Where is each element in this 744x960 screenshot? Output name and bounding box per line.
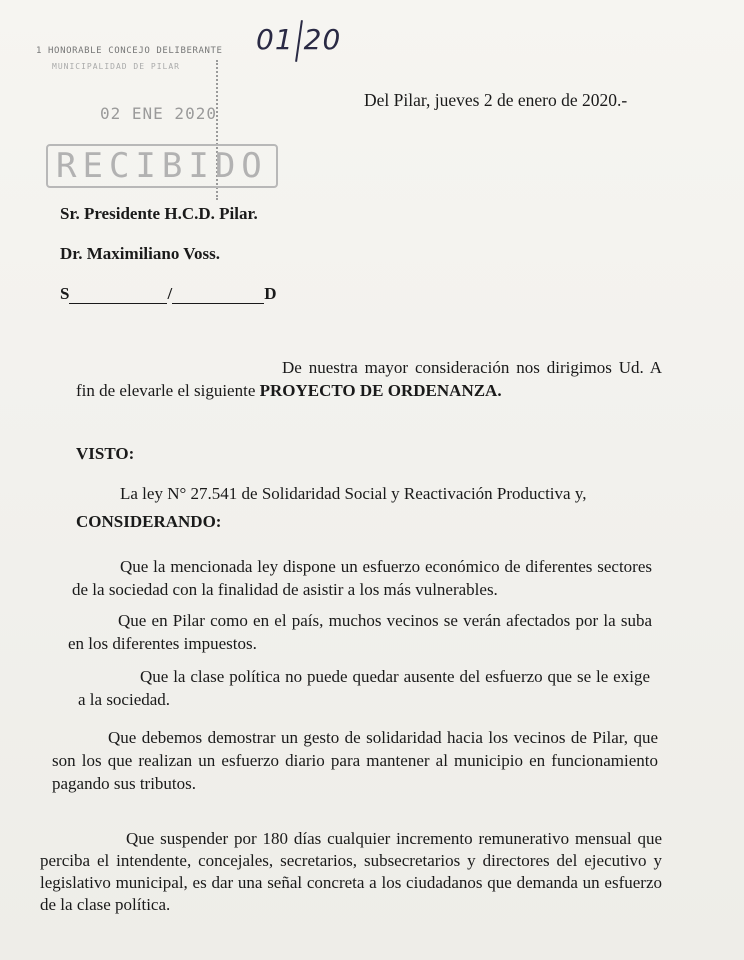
considerando-paragraph-2 xyxy=(68,609,652,655)
sd-blank-1 xyxy=(69,285,167,304)
file-number-right: 20 xyxy=(303,23,342,56)
addressee-line-1: Sr. Presidente H.C.D. Pilar. xyxy=(60,204,258,223)
sd-slash: / xyxy=(167,284,173,303)
considerando-paragraph-4 xyxy=(52,726,658,795)
sd-d: D xyxy=(264,284,277,303)
visto-heading: VISTO: xyxy=(76,444,135,463)
intro-text: De nuestra mayor consideración nos dirigimos Ud. A fin de elevarle el siguiente xyxy=(76,358,662,400)
considerando-paragraph-1 xyxy=(72,555,652,601)
paragraph-text: Que la clase política no puede quedar ausente del esfuerzo que se le exige a la sociedad. xyxy=(78,667,650,709)
stamp-municipality: MUNICIPALIDAD DE PILAR xyxy=(52,62,180,71)
sd-line xyxy=(60,284,276,304)
intro-paragraph xyxy=(76,356,662,402)
file-number-separator xyxy=(295,20,303,62)
considerando-paragraph-5 xyxy=(40,828,662,916)
file-number-left: 01 xyxy=(256,23,294,56)
addressee-line-2: Dr. Maximiliano Voss. xyxy=(60,244,220,263)
dateline: Del Pilar, jueves 2 de enero de 2020.- xyxy=(364,90,628,110)
sd-blank-2 xyxy=(172,285,264,304)
handwritten-file-number xyxy=(256,20,341,62)
paragraph-text: Que debemos demostrar un gesto de solidaridad hacia los vecinos de Pilar, que son los que realizan un esfuerzo diario para mantener al municipio en funcionamiento pagando sus tributos. xyxy=(52,728,658,793)
paragraph-text: Que en Pilar como en el país, muchos vecinos se verán afectados por la suba en los diferentes impuestos. xyxy=(68,611,652,653)
sd-s: S xyxy=(60,284,70,303)
considerando-heading: CONSIDERANDO: xyxy=(76,512,222,531)
considerando-paragraph-3 xyxy=(78,665,650,711)
visto-text: La ley N° 27.541 de Solidaridad Social y Reactivación Productiva y, xyxy=(120,484,587,503)
stamp-date: 02 ENE 2020 xyxy=(100,104,217,123)
paragraph-text: Que la mencionada ley dispone un esfuerzo económico de diferentes sectores de la sociedad con la finalidad de asistir a los más vulnerables. xyxy=(72,557,652,599)
intro-bold: PROYECTO DE ORDENANZA. xyxy=(259,381,502,400)
reception-stamp xyxy=(30,40,270,200)
paragraph-text: Que suspender por 180 días cualquier incremento remunerativo mensual que perciba el intendente, concejales, secretarios, subsecretarios y directores del ejecutivo y legislativo municipal, es dar una señal concreta a los ciudadanos que demanda un esfuerzo de la clase política. xyxy=(40,829,662,914)
stamp-received: RECIBIDO xyxy=(46,144,278,188)
stamp-institution: 1 HONORABLE CONCEJO DELIBERANTE xyxy=(36,46,223,56)
